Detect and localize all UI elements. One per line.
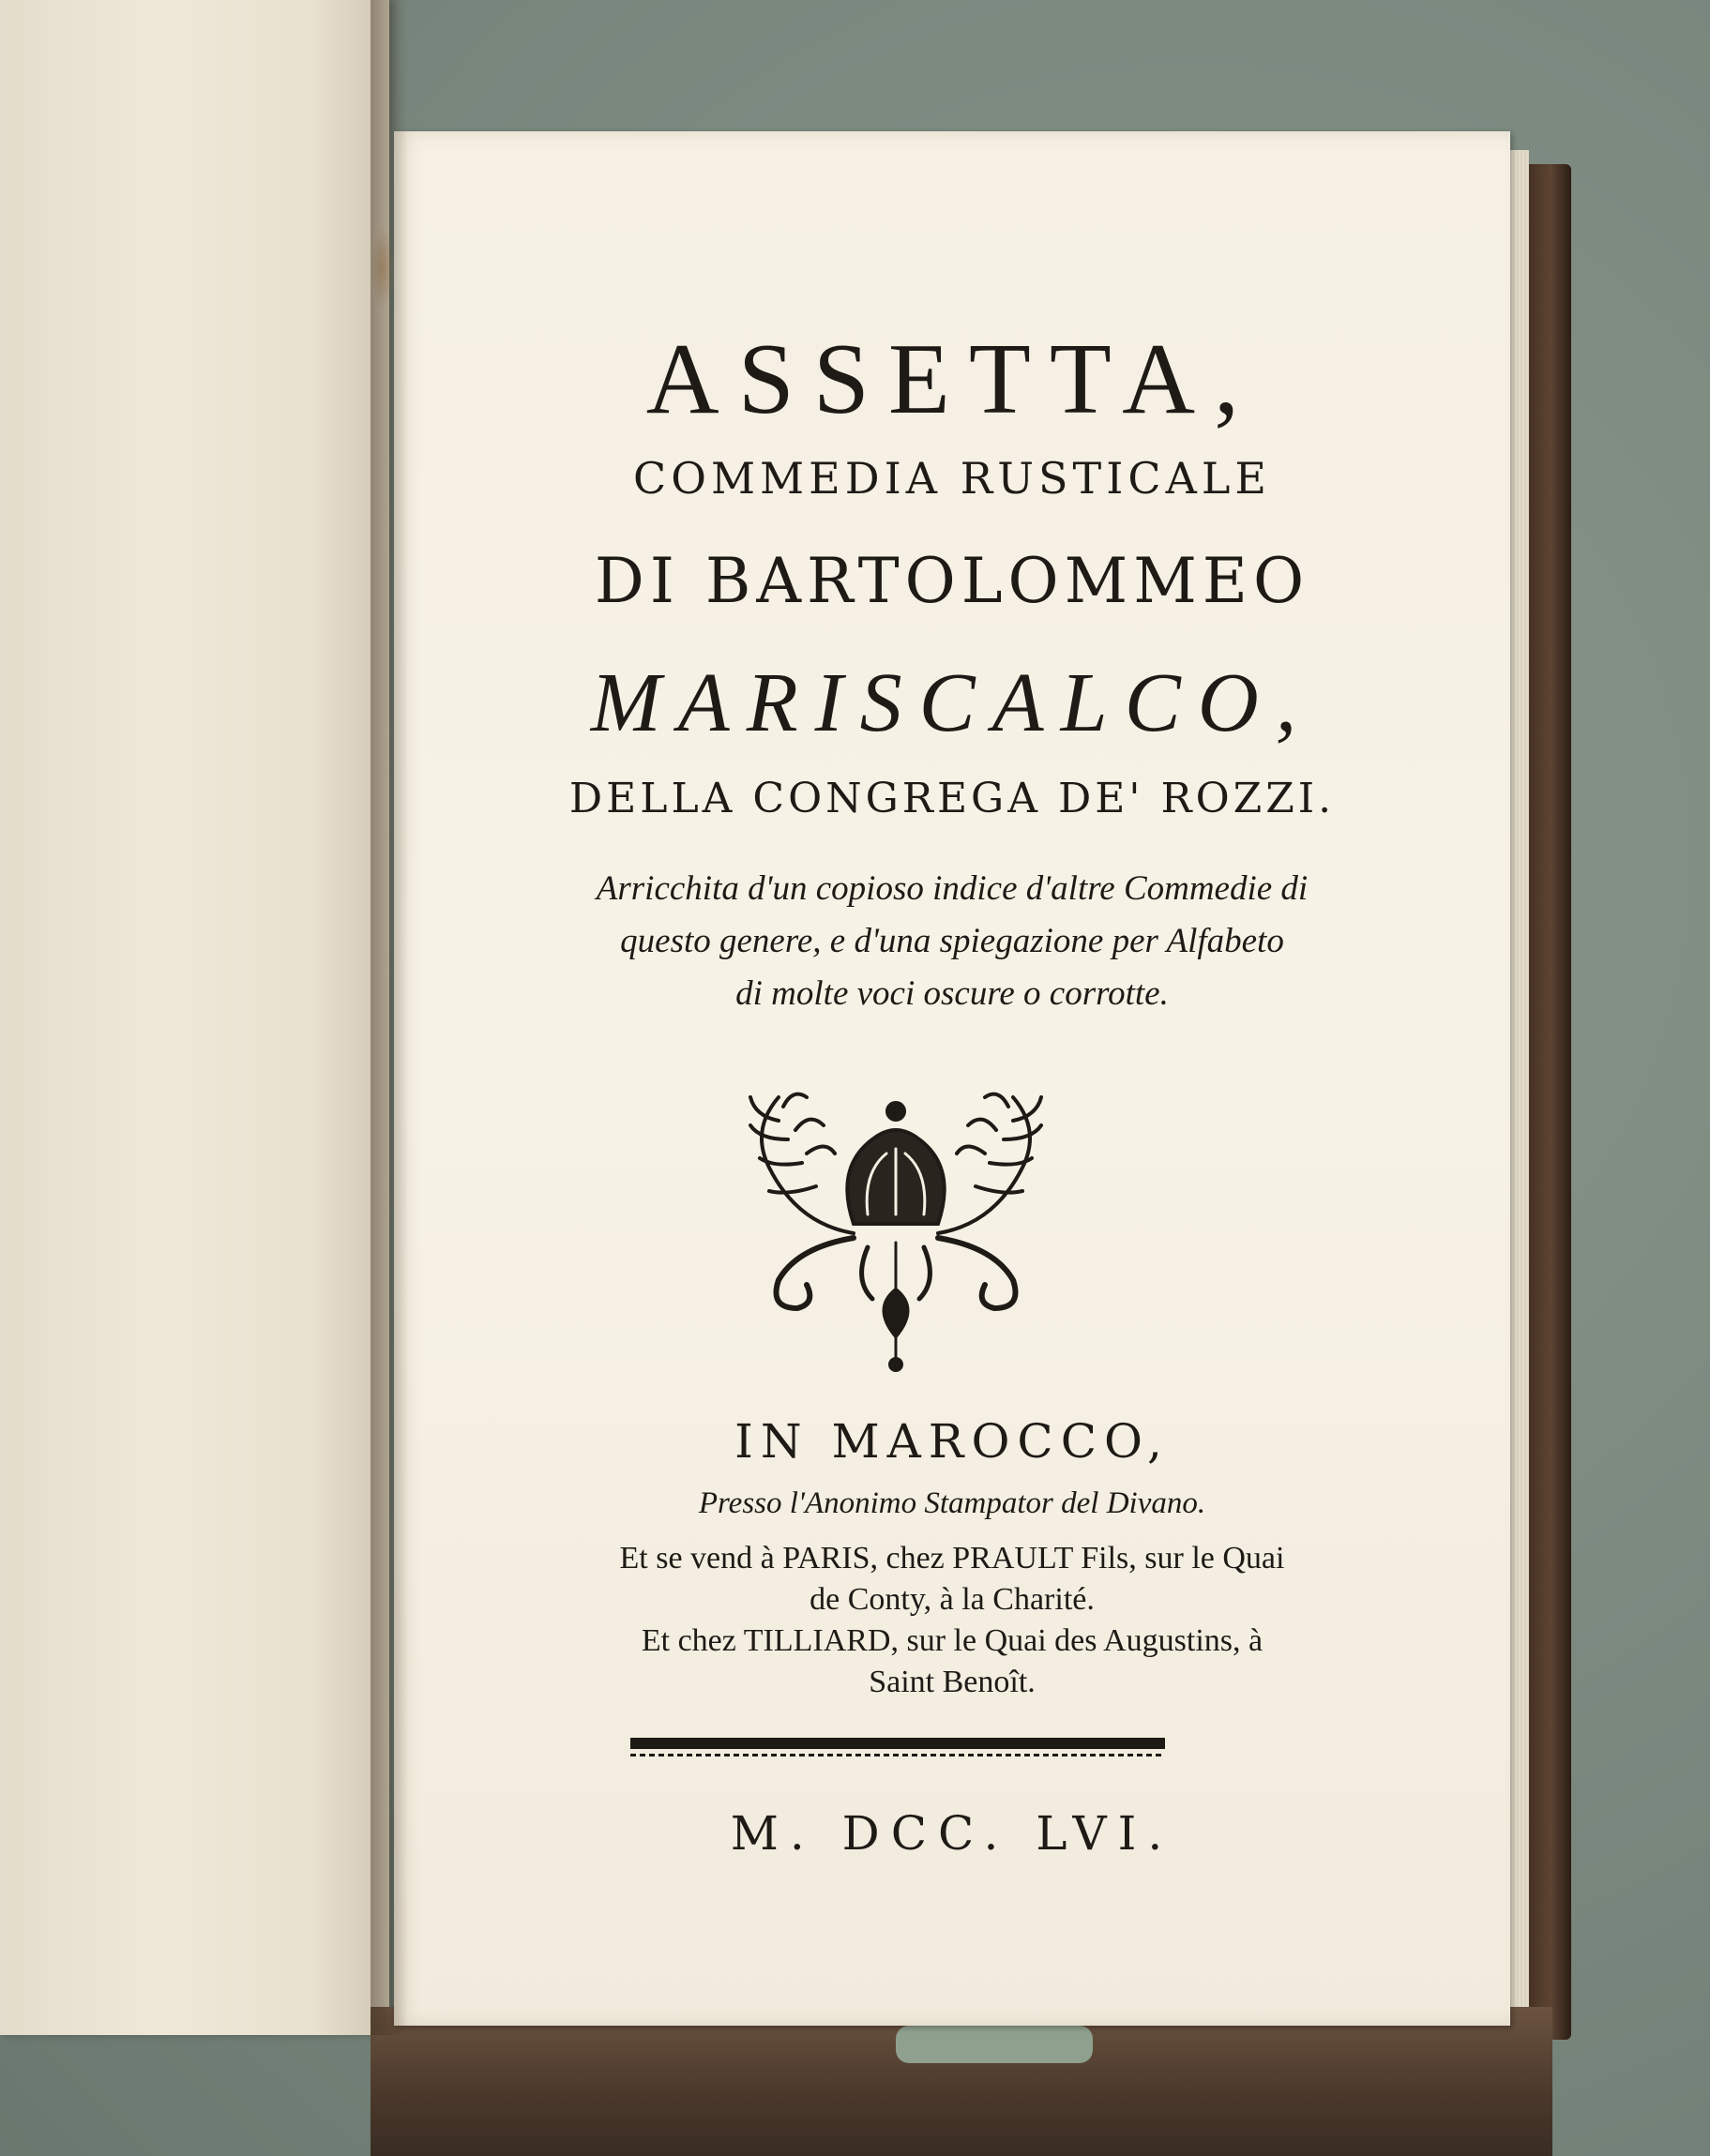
sale-line: Et chez TILLIARD, sur le Quai des Augustins, à xyxy=(641,1623,1264,1658)
author-prefix: DI BARTOLOMMEO xyxy=(594,545,1310,617)
genre-subtitle: COMMEDIA RUSTICALE xyxy=(633,453,1271,504)
sale-line: Et se vend à PARIS, chez PRAULT Fils, sur le Quai xyxy=(619,1541,1285,1576)
description-block xyxy=(394,863,1510,1020)
description-line: questo genere, e d'una spiegazione per Alfabeto xyxy=(620,922,1284,960)
sale-line: de Conty, à la Charité. xyxy=(810,1582,1095,1617)
society-line: DELLA CONGREGA DE' ROZZI. xyxy=(568,775,1336,822)
description-line: di molte voci oscure o corrotte. xyxy=(735,974,1169,1013)
decorative-rule xyxy=(630,1738,1165,1749)
author-surname: MARISCALCO, xyxy=(590,656,1314,749)
imprint-printer: Presso l'Anonimo Stampator del Divano. xyxy=(698,1486,1206,1520)
imprint-place: IN MAROCCO, xyxy=(734,1414,1170,1469)
sale-line: Saint Benoît. xyxy=(869,1665,1036,1699)
left-blank-page xyxy=(0,0,389,2035)
publication-date: M. DCC. LVI. xyxy=(730,1806,1174,1861)
sale-block xyxy=(394,1538,1510,1703)
decorative-rule-dotted xyxy=(630,1754,1165,1756)
description-line: Arricchita d'un copioso indice d'altre Commedie di xyxy=(596,869,1309,908)
binding-thread xyxy=(896,2026,1093,2063)
book-binding xyxy=(371,2007,1552,2156)
book-title: ASSETTA, xyxy=(645,324,1259,435)
printers-ornament-icon xyxy=(713,1083,1079,1374)
